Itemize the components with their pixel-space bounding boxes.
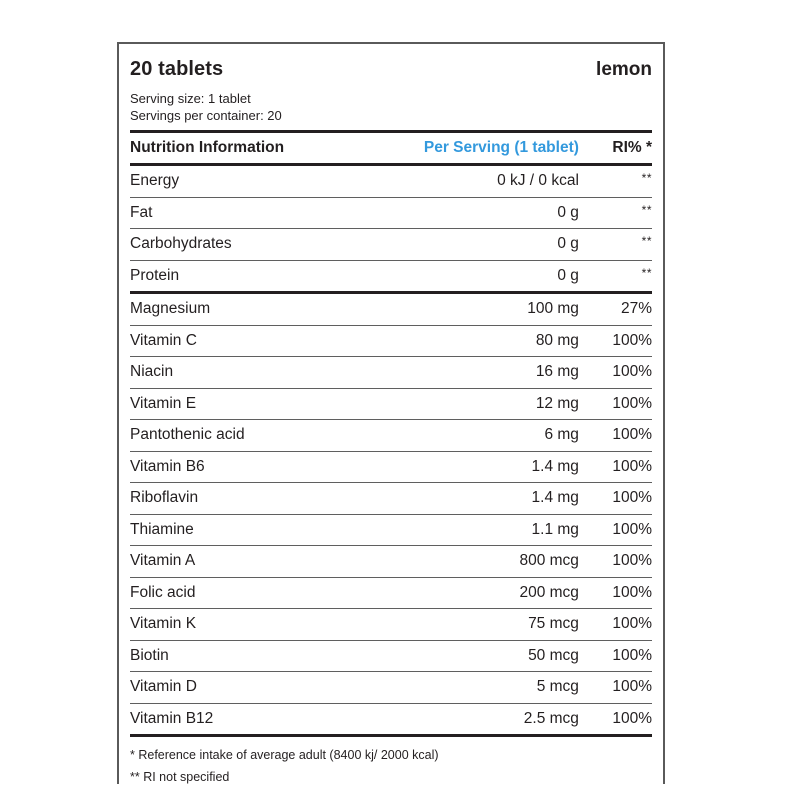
nutrient-name: Folic acid	[130, 577, 422, 609]
table-row	[130, 388, 652, 420]
nutrient-amount: 100 mg	[422, 293, 579, 326]
nutrient-ri-percent: 100%	[579, 609, 652, 641]
nutrient-ri-percent: 100%	[579, 325, 652, 357]
nutrient-amount: 12 mg	[422, 388, 579, 420]
nutrient-amount: 50 mcg	[422, 640, 579, 672]
card-header	[130, 44, 652, 81]
table-row	[130, 546, 652, 578]
nutrient-ri-percent: 27%	[579, 293, 652, 326]
table-row	[130, 514, 652, 546]
nutrient-ri-percent: 100%	[579, 420, 652, 452]
nutrient-name: Thiamine	[130, 514, 422, 546]
nutrient-name: Energy	[130, 165, 422, 198]
nutrient-amount: 1.4 mg	[422, 451, 579, 483]
nutrient-name: Vitamin B6	[130, 451, 422, 483]
nutrient-name: Vitamin A	[130, 546, 422, 578]
ri-not-specified-marker: **	[641, 234, 652, 249]
column-header-nutrition-information: Nutrition Information	[130, 132, 422, 165]
nutrient-ri-percent	[579, 229, 652, 261]
table-row	[130, 260, 652, 293]
nutrient-amount: 0 kJ / 0 kcal	[422, 165, 579, 198]
nutrient-amount: 80 mg	[422, 325, 579, 357]
nutrient-name: Vitamin C	[130, 325, 422, 357]
pack-size-title: 20 tablets	[130, 58, 224, 80]
table-row	[130, 293, 652, 326]
table-row	[130, 197, 652, 229]
table-row	[130, 640, 652, 672]
table-row	[130, 609, 652, 641]
table-row	[130, 703, 652, 736]
footnotes	[130, 737, 652, 788]
table-row	[130, 672, 652, 704]
flavour-label: lemon	[596, 59, 652, 80]
nutrient-ri-percent	[579, 260, 652, 293]
table-row	[130, 165, 652, 198]
nutrient-amount: 5 mcg	[422, 672, 579, 704]
nutrient-amount: 6 mg	[422, 420, 579, 452]
nutrient-amount: 0 g	[422, 197, 579, 229]
nutrient-ri-percent: 100%	[579, 388, 652, 420]
nutrient-amount: 1.1 mg	[422, 514, 579, 546]
column-header-ri-percent: RI% *	[579, 132, 652, 165]
nutrient-name: Pantothenic acid	[130, 420, 422, 452]
nutrition-label-card	[117, 42, 665, 784]
nutrient-name: Carbohydrates	[130, 229, 422, 261]
nutrient-amount: 16 mg	[422, 357, 579, 389]
nutrient-name: Vitamin D	[130, 672, 422, 704]
ri-not-specified-marker: **	[641, 265, 652, 280]
nutrient-name: Fat	[130, 197, 422, 229]
nutrient-ri-percent: 100%	[579, 640, 652, 672]
table-row	[130, 420, 652, 452]
nutrient-amount: 1.4 mg	[422, 483, 579, 515]
nutrient-ri-percent: 100%	[579, 546, 652, 578]
table-row	[130, 451, 652, 483]
table-row	[130, 325, 652, 357]
serving-size-line: Serving size: 1 tablet	[130, 91, 251, 106]
column-header-per-serving: Per Serving (1 tablet)	[422, 132, 579, 165]
table-row	[130, 229, 652, 261]
nutrient-amount: 800 mcg	[422, 546, 579, 578]
table-row	[130, 577, 652, 609]
nutrient-name: Vitamin B12	[130, 703, 422, 736]
nutrient-name: Protein	[130, 260, 422, 293]
nutrient-name: Riboflavin	[130, 483, 422, 515]
nutrition-table	[130, 130, 652, 737]
nutrient-ri-percent	[579, 165, 652, 198]
nutrient-amount: 200 mcg	[422, 577, 579, 609]
serving-info	[130, 90, 652, 124]
nutrient-ri-percent: 100%	[579, 514, 652, 546]
nutrient-ri-percent: 100%	[579, 357, 652, 389]
table-header-row	[130, 132, 652, 165]
nutrient-amount: 0 g	[422, 229, 579, 261]
nutrient-ri-percent	[579, 197, 652, 229]
servings-per-container-line: Servings per container: 20	[130, 108, 282, 123]
nutrient-ri-percent: 100%	[579, 483, 652, 515]
nutrient-amount: 2.5 mcg	[422, 703, 579, 736]
nutrient-name: Vitamin E	[130, 388, 422, 420]
nutrient-name: Niacin	[130, 357, 422, 389]
nutrition-table-body	[130, 165, 652, 736]
ri-not-specified-marker: **	[641, 202, 652, 217]
nutrient-amount: 75 mcg	[422, 609, 579, 641]
table-row	[130, 357, 652, 389]
table-row	[130, 483, 652, 515]
nutrient-ri-percent: 100%	[579, 577, 652, 609]
nutrient-name: Biotin	[130, 640, 422, 672]
footnote-ri-not-specified: ** RI not specified	[130, 770, 230, 784]
nutrient-name: Magnesium	[130, 293, 422, 326]
ri-not-specified-marker: **	[641, 171, 652, 186]
nutrient-name: Vitamin K	[130, 609, 422, 641]
nutrient-ri-percent: 100%	[579, 672, 652, 704]
footnote-reference-intake: * Reference intake of average adult (8400 kj/ 2000 kcal)	[130, 748, 439, 762]
nutrient-ri-percent: 100%	[579, 703, 652, 736]
nutrient-amount: 0 g	[422, 260, 579, 293]
nutrient-ri-percent: 100%	[579, 451, 652, 483]
